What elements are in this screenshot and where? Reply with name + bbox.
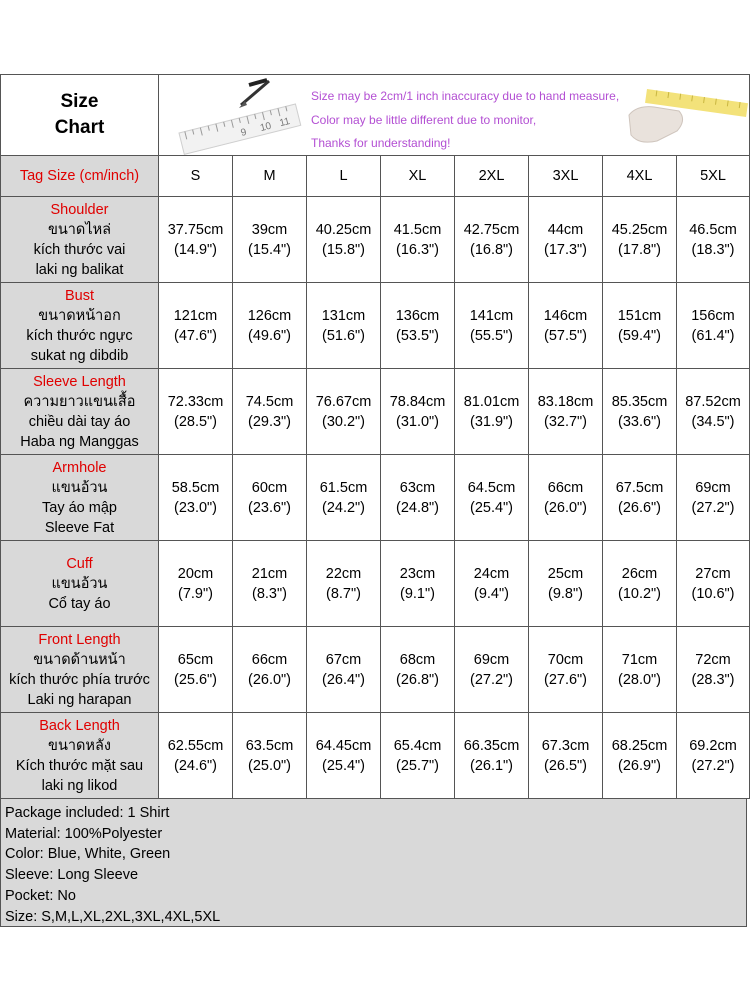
- measurement-value: [381, 455, 455, 541]
- measurement-value: [529, 713, 603, 799]
- value-inch: (16.8"): [469, 241, 514, 258]
- value-cm: 85.35cm: [611, 393, 668, 410]
- measurement-translation: ขนาดด้านหน้า: [33, 651, 126, 668]
- product-info: [0, 799, 747, 927]
- value-cm: 21cm: [251, 565, 288, 582]
- value-cm: 151cm: [617, 307, 662, 324]
- value-cm: 20cm: [177, 565, 214, 582]
- info-line: Package included: 1 Shirt: [5, 805, 170, 821]
- measurement-value: [159, 197, 233, 283]
- measurement-value: [455, 283, 529, 369]
- measurement-translation: ขนาดหลัง: [48, 737, 111, 754]
- measurement-value: [159, 541, 233, 627]
- value-cm: 39cm: [251, 221, 288, 238]
- measurement-value: [677, 369, 750, 455]
- value-inch: (24.8"): [395, 499, 440, 516]
- value-inch: (27.2"): [469, 671, 514, 688]
- measurement-value: [381, 713, 455, 799]
- hand-tape-icon: [629, 89, 748, 142]
- value-inch: (16.3"): [395, 241, 440, 258]
- value-inch: (59.4"): [617, 327, 662, 344]
- info-line: Size: S,M,L,XL,2XL,3XL,4XL,5XL: [5, 908, 221, 925]
- value-cm: 37.75cm: [167, 221, 224, 238]
- value-cm: 63.5cm: [245, 737, 294, 754]
- measurement-translation: Cổ tay áo: [48, 595, 111, 612]
- value-cm: 61.5cm: [319, 479, 368, 496]
- value-inch: (61.4"): [691, 327, 735, 344]
- note-line: Thanks for understanding!: [311, 136, 451, 150]
- measurement-value: [233, 283, 307, 369]
- value-inch: (9.4"): [474, 585, 509, 602]
- chart-title: Size Chart: [1, 75, 159, 156]
- measurement-value: [307, 627, 381, 713]
- value-cm: 69.2cm: [689, 737, 737, 754]
- value-inch: (27.6"): [543, 671, 588, 688]
- value-inch: (15.8"): [321, 241, 366, 258]
- measurement-value: [381, 283, 455, 369]
- measurement-value: [603, 197, 677, 283]
- measurement-value: [233, 627, 307, 713]
- measurement-value: [307, 369, 381, 455]
- info-line: Pocket: No: [5, 887, 76, 904]
- value-inch: (34.5"): [691, 413, 735, 430]
- measurement-value: [455, 369, 529, 455]
- size-header: 4XL: [603, 156, 677, 197]
- value-cm: 64.45cm: [315, 737, 372, 754]
- value-cm: 69cm: [473, 651, 510, 668]
- measurement-value: [159, 713, 233, 799]
- size-header: 2XL: [455, 156, 529, 197]
- measurement-value: [529, 455, 603, 541]
- value-cm: 131cm: [321, 307, 366, 324]
- measurement-translation: chiều dài tay áo: [28, 413, 131, 430]
- value-cm: 66.35cm: [463, 737, 520, 754]
- measurement-value: [677, 455, 750, 541]
- value-cm: 68cm: [399, 651, 436, 668]
- value-cm: 67.3cm: [541, 737, 590, 754]
- value-inch: (25.6"): [173, 671, 218, 688]
- measurement-row: [1, 455, 750, 541]
- measurement-name: Bust: [64, 287, 94, 304]
- measurement-value: [529, 197, 603, 283]
- value-inch: (51.6"): [321, 327, 366, 344]
- measurement-value: [529, 627, 603, 713]
- value-cm: 46.5cm: [689, 221, 737, 238]
- value-cm: 40.25cm: [315, 221, 372, 238]
- measurement-row: [1, 713, 750, 799]
- value-inch: (15.4"): [247, 241, 292, 258]
- value-inch: (27.2"): [691, 499, 735, 516]
- measurement-value: [677, 283, 750, 369]
- measurement-value: [529, 283, 603, 369]
- value-cm: 58.5cm: [171, 479, 220, 496]
- value-inch: (8.3"): [252, 585, 287, 602]
- measurement-translation: แขนอ้วน: [51, 479, 108, 496]
- measurement-name: Shoulder: [50, 201, 109, 218]
- measurement-row: [1, 283, 750, 369]
- value-cm: 24cm: [473, 565, 510, 582]
- measurement-translation: Laki ng harapan: [27, 691, 132, 708]
- value-inch: (24.6"): [173, 757, 218, 774]
- pencil-icon: [239, 80, 269, 108]
- value-inch: (47.6"): [173, 327, 218, 344]
- measurement-value: [159, 627, 233, 713]
- measurement-value: [455, 713, 529, 799]
- value-cm: 42.75cm: [463, 221, 520, 238]
- value-inch: (10.6"): [691, 585, 735, 602]
- value-cm: 22cm: [325, 565, 362, 582]
- value-cm: 45.25cm: [611, 221, 668, 238]
- value-cm: 87.52cm: [685, 393, 741, 410]
- measurement-value: [677, 197, 750, 283]
- size-header: L: [307, 156, 381, 197]
- size-header: 3XL: [529, 156, 603, 197]
- measurement-value: [677, 541, 750, 627]
- measurement-label: [1, 283, 159, 369]
- value-inch: (28.5"): [173, 413, 218, 430]
- value-cm: 64.5cm: [467, 479, 516, 496]
- value-inch: (53.5"): [395, 327, 440, 344]
- measurement-value: [603, 283, 677, 369]
- measurement-row: [1, 197, 750, 283]
- value-inch: (29.3"): [247, 413, 292, 430]
- measurement-name: Cuff: [66, 555, 93, 572]
- measurement-value: [233, 713, 307, 799]
- measurement-row: [1, 369, 750, 455]
- measurement-name: Front Length: [38, 631, 121, 648]
- value-inch: (25.7"): [395, 757, 440, 774]
- value-inch: (55.5"): [469, 327, 514, 344]
- measurement-value: [455, 197, 529, 283]
- measurement-translation: kích thước vai: [33, 241, 126, 258]
- measurement-value: [233, 541, 307, 627]
- value-inch: (14.9"): [173, 241, 218, 258]
- measurement-value: [159, 283, 233, 369]
- measurement-value: [603, 541, 677, 627]
- value-cm: 66cm: [547, 479, 584, 496]
- measurement-value: [233, 455, 307, 541]
- value-inch: (57.5"): [543, 327, 588, 344]
- measurement-value: [381, 541, 455, 627]
- value-inch: (32.7"): [543, 413, 588, 430]
- measurement-value: [603, 713, 677, 799]
- size-header: M: [233, 156, 307, 197]
- value-cm: 27cm: [695, 565, 731, 582]
- measurement-value: [307, 713, 381, 799]
- value-inch: (27.2"): [691, 757, 735, 774]
- measurement-value: [381, 197, 455, 283]
- value-inch: (26.0"): [543, 499, 588, 516]
- measurement-value: [307, 197, 381, 283]
- measurement-translation: แขนอ้วน: [51, 575, 108, 592]
- value-cm: 136cm: [395, 307, 440, 324]
- measurement-notes: [311, 85, 619, 156]
- value-cm: 72.33cm: [167, 393, 224, 410]
- value-inch: (17.8"): [617, 241, 662, 258]
- measurement-value: [233, 369, 307, 455]
- measurement-row: [1, 627, 750, 713]
- measure-banner: [159, 75, 749, 155]
- value-inch: (31.0"): [395, 413, 440, 430]
- note-line: Size may be 2cm/1 inch inaccuracy due to hand measure,: [311, 89, 620, 103]
- value-cm: 65cm: [177, 651, 214, 668]
- value-cm: 66cm: [251, 651, 288, 668]
- measurement-value: [603, 455, 677, 541]
- value-inch: (24.2"): [321, 499, 366, 516]
- note-line: Color may be little different due to monitor,: [311, 112, 537, 127]
- size-table: [0, 74, 750, 799]
- value-cm: 68.25cm: [611, 737, 668, 754]
- size-header: S: [159, 156, 233, 197]
- value-cm: 44cm: [547, 221, 584, 238]
- value-inch: (49.6"): [247, 327, 292, 344]
- value-cm: 65.4cm: [393, 737, 442, 754]
- value-inch: (30.2"): [321, 413, 366, 430]
- value-cm: 81.01cm: [463, 393, 520, 410]
- measurement-value: [381, 627, 455, 713]
- measurement-value: [159, 369, 233, 455]
- measurement-translation: ขนาดไหล่: [47, 221, 112, 238]
- measurement-value: [233, 197, 307, 283]
- measurement-translation: Sleeve Fat: [44, 519, 115, 536]
- value-cm: 69cm: [695, 479, 731, 496]
- measurement-translation: sukat ng dibdib: [30, 347, 129, 364]
- value-cm: 76.67cm: [315, 393, 372, 410]
- value-inch: (17.3"): [543, 241, 588, 258]
- value-cm: 67cm: [325, 651, 362, 668]
- value-cm: 71cm: [621, 651, 658, 668]
- value-inch: (28.0"): [617, 671, 662, 688]
- value-cm: 23cm: [399, 565, 436, 582]
- ruler-number-9: 9: [239, 126, 248, 139]
- value-inch: (25.4"): [469, 499, 514, 516]
- value-cm: 72cm: [695, 651, 731, 668]
- value-cm: 126cm: [247, 307, 292, 324]
- info-line: Sleeve: Long Sleeve: [5, 867, 139, 884]
- measurement-translation: kích thước ngực: [26, 327, 133, 344]
- measurement-value: [307, 541, 381, 627]
- value-inch: (18.3"): [691, 241, 735, 258]
- ruler-number-10: 10: [259, 120, 273, 135]
- size-header: 5XL: [677, 156, 750, 197]
- value-cm: 74.5cm: [245, 393, 294, 410]
- measurement-label: [1, 369, 159, 455]
- value-cm: 41.5cm: [393, 221, 442, 238]
- measurement-value: [307, 283, 381, 369]
- value-inch: (26.1"): [469, 757, 514, 774]
- measurement-value: [159, 455, 233, 541]
- measurement-label: [1, 197, 159, 283]
- measurement-translation: kích thước phía trước: [9, 671, 150, 688]
- value-cm: 70cm: [547, 651, 584, 668]
- measurement-translation: laki ng balikat: [35, 261, 124, 278]
- measurement-row: [1, 541, 750, 627]
- measurement-translation: ความยาวแขนเสื้อ: [23, 393, 136, 410]
- value-inch: (25.0"): [247, 757, 292, 774]
- value-inch: (8.7"): [326, 585, 361, 602]
- measurement-translation: Kích thước mặt sau: [15, 757, 144, 774]
- value-inch: (26.4"): [321, 671, 366, 688]
- value-inch: (10.2"): [617, 585, 662, 602]
- value-inch: (26.0"): [247, 671, 292, 688]
- value-inch: (26.9"): [617, 757, 662, 774]
- value-inch: (26.8"): [395, 671, 440, 688]
- value-inch: (9.8"): [548, 585, 583, 602]
- measurement-value: [455, 541, 529, 627]
- value-cm: 141cm: [469, 307, 514, 324]
- value-inch: (9.1"): [400, 585, 435, 602]
- value-inch: (7.9"): [178, 585, 213, 602]
- size-header: XL: [381, 156, 455, 197]
- measurement-translation: laki ng likod: [41, 777, 118, 794]
- ruler-number-11: 11: [278, 115, 292, 130]
- measurement-value: [307, 455, 381, 541]
- value-inch: (23.6"): [247, 499, 292, 516]
- measurement-translation: ขนาดหน้าอก: [38, 307, 121, 324]
- value-inch: (33.6"): [617, 413, 662, 430]
- measurement-name: Back Length: [39, 717, 120, 734]
- info-line: Color: Blue, White, Green: [5, 846, 171, 863]
- measurement-value: [677, 627, 750, 713]
- measurement-translation: Tay áo mập: [42, 499, 117, 516]
- value-cm: 121cm: [173, 307, 218, 324]
- value-inch: (26.6"): [617, 499, 662, 516]
- value-cm: 25cm: [547, 565, 584, 582]
- value-cm: 78.84cm: [389, 393, 446, 410]
- measurement-value: [381, 369, 455, 455]
- measurement-value: [677, 713, 750, 799]
- value-cm: 67.5cm: [615, 479, 664, 496]
- measurement-label: [1, 627, 159, 713]
- measurement-name: Armhole: [52, 459, 107, 476]
- measurement-value: [603, 369, 677, 455]
- value-inch: (31.9"): [469, 413, 514, 430]
- value-cm: 63cm: [399, 479, 436, 496]
- measurement-value: [603, 627, 677, 713]
- measurement-value: [455, 627, 529, 713]
- value-cm: 26cm: [621, 565, 658, 582]
- value-cm: 156cm: [691, 307, 735, 324]
- measurement-value: [455, 455, 529, 541]
- value-inch: (28.3"): [691, 671, 735, 688]
- measurement-translation: Haba ng Manggas: [20, 433, 139, 450]
- size-header-row: [1, 156, 750, 197]
- measurement-value: [529, 541, 603, 627]
- measurement-name: Sleeve Length: [33, 373, 126, 390]
- measurement-label: [1, 455, 159, 541]
- value-inch: (26.5"): [543, 757, 588, 774]
- value-cm: 62.55cm: [167, 737, 224, 754]
- measurement-value: [529, 369, 603, 455]
- value-inch: (25.4"): [321, 757, 366, 774]
- measurement-label: [1, 541, 159, 627]
- size-chart: [0, 74, 749, 927]
- value-inch: (23.0"): [173, 499, 218, 516]
- tag-size-label: Tag Size (cm/inch): [1, 156, 159, 197]
- value-cm: 83.18cm: [537, 393, 594, 410]
- measurement-label: [1, 713, 159, 799]
- value-cm: 146cm: [543, 307, 588, 324]
- info-line: Material: 100%Polyester: [5, 825, 163, 842]
- value-cm: 60cm: [251, 479, 288, 496]
